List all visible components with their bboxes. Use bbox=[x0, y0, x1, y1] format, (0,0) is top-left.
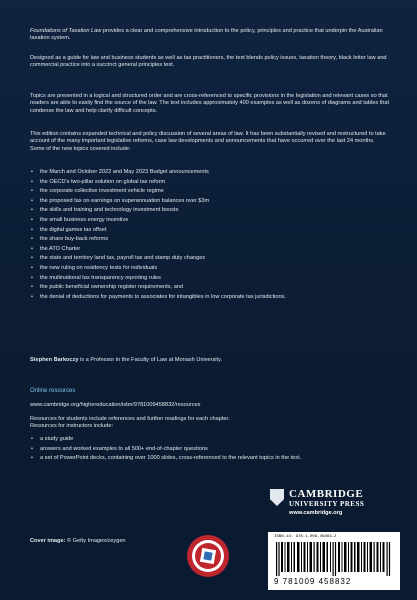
list-item: • the state and territory land tax, payroll tax and stamp duty changes bbox=[30, 255, 390, 262]
intro-paragraph-2 bbox=[30, 55, 390, 70]
instructor-resources-list-container bbox=[30, 436, 390, 465]
list-item: • the skills and training and technology investment boosts bbox=[30, 207, 390, 214]
list-item: • the denial of deductions for payments to associates for intangibles in low corporate tax jurisdictions. bbox=[30, 294, 390, 301]
isbn-number: 9 781009 458832 bbox=[274, 577, 352, 586]
author-bio-text: is a Professor in the Faculty of Law at Monash University. bbox=[78, 357, 223, 363]
instructor-resources-list bbox=[30, 436, 390, 462]
book-title: Foundations of Taxation Law bbox=[30, 28, 102, 34]
barcode bbox=[268, 532, 400, 590]
list-item: • the small business energy incentive bbox=[30, 217, 390, 224]
isbn-label: ISBN-13: 978-1-009-45883-2 bbox=[274, 535, 337, 539]
instructors-resources: Resources for instructors include: bbox=[30, 423, 114, 430]
award-seal-icon bbox=[186, 534, 230, 578]
intro-paragraph-4 bbox=[30, 131, 390, 153]
online-resources-heading: Online resources bbox=[30, 388, 76, 394]
list-item: • the corporate collective investment vehicle regime bbox=[30, 188, 390, 195]
list-item: • the March and October 2022 and May 2023 Budget announcements bbox=[30, 169, 390, 176]
students-resources: Resources for students include references and further readings for each chapter. bbox=[30, 416, 230, 422]
publisher-name: CAMBRIDGE bbox=[289, 488, 364, 500]
list-item: • a set of PowerPoint decks, containing over 1000 slides, cross-referenced to the relevant topics in the text. bbox=[30, 455, 390, 462]
author-bio bbox=[30, 357, 390, 364]
intro-p2-text: Designed as a guide for law and business students as well as tax practitioners, the text blends policy issues, taxation theory, black letter law and commercial practice into a succinct general principles text. bbox=[30, 55, 387, 69]
list-item: • the digital games tax offset bbox=[30, 227, 390, 234]
intro-p3-text: Topics are presented in a logical and structured order and are cross-referenced to specific provisions in the legislation and relevant cases so that readers are able to easily find the source of the law. The text includes approximately 400 examples as well as dozens of diagrams and tables that condense the law and help clarify difficult concepts. bbox=[30, 93, 390, 114]
cover-image-label: Cover image: bbox=[30, 538, 66, 544]
resources-url: www.cambridge.org/highereducation/isbn/9781009458832/resources bbox=[30, 402, 201, 408]
list-item: • the proposed tax on earnings on superannuation balances over $3m bbox=[30, 198, 390, 205]
cover-image-credit bbox=[30, 538, 126, 544]
list-item: • the multinational tax transparency reporting rules bbox=[30, 275, 390, 282]
topics-list bbox=[30, 169, 390, 301]
list-item: • the OECD’s two-pillar solution on global tax reform bbox=[30, 179, 390, 186]
barcode-bars-icon bbox=[276, 542, 392, 576]
list-item: • the share buy-back reforms bbox=[30, 236, 390, 243]
resources-description bbox=[30, 416, 390, 431]
intro-paragraph-1 bbox=[30, 28, 390, 43]
list-item: • the public beneficial ownership register requirements, and bbox=[30, 284, 390, 291]
publisher-website: www.cambridge.org bbox=[289, 510, 343, 516]
topics-list-container bbox=[30, 169, 390, 303]
intro-paragraph-3 bbox=[30, 93, 390, 115]
intro-p4-text: This edition contains expanded technical and policy discussion of several areas of law. It has been substantially revised and restructured to take account of the many important legislative reforms, case law developments and announcements that have occurred over the last 24 months. Some of the new topics covered include: bbox=[30, 131, 386, 152]
author-name: Stephen Barkoczy bbox=[30, 357, 79, 363]
intro-p1-text: provides a clear and comprehensive introduction to the policy, principles and practice that underpin the Australian taxation system. bbox=[30, 28, 383, 42]
cover-image-credit-text: © Getty Images/oxygen bbox=[65, 538, 126, 544]
cambridge-shield-icon bbox=[270, 489, 284, 506]
list-item: • the new ruling on residency tests for individuals bbox=[30, 265, 390, 272]
publisher-subtitle: UNIVERSITY PRESS bbox=[289, 500, 365, 508]
publisher-logo bbox=[270, 488, 400, 528]
list-item: • answers and worked examples to all 500+ end-of-chapter questions bbox=[30, 446, 390, 453]
list-item: • a study guide bbox=[30, 436, 390, 443]
list-item: • the ATO Charter bbox=[30, 246, 390, 253]
